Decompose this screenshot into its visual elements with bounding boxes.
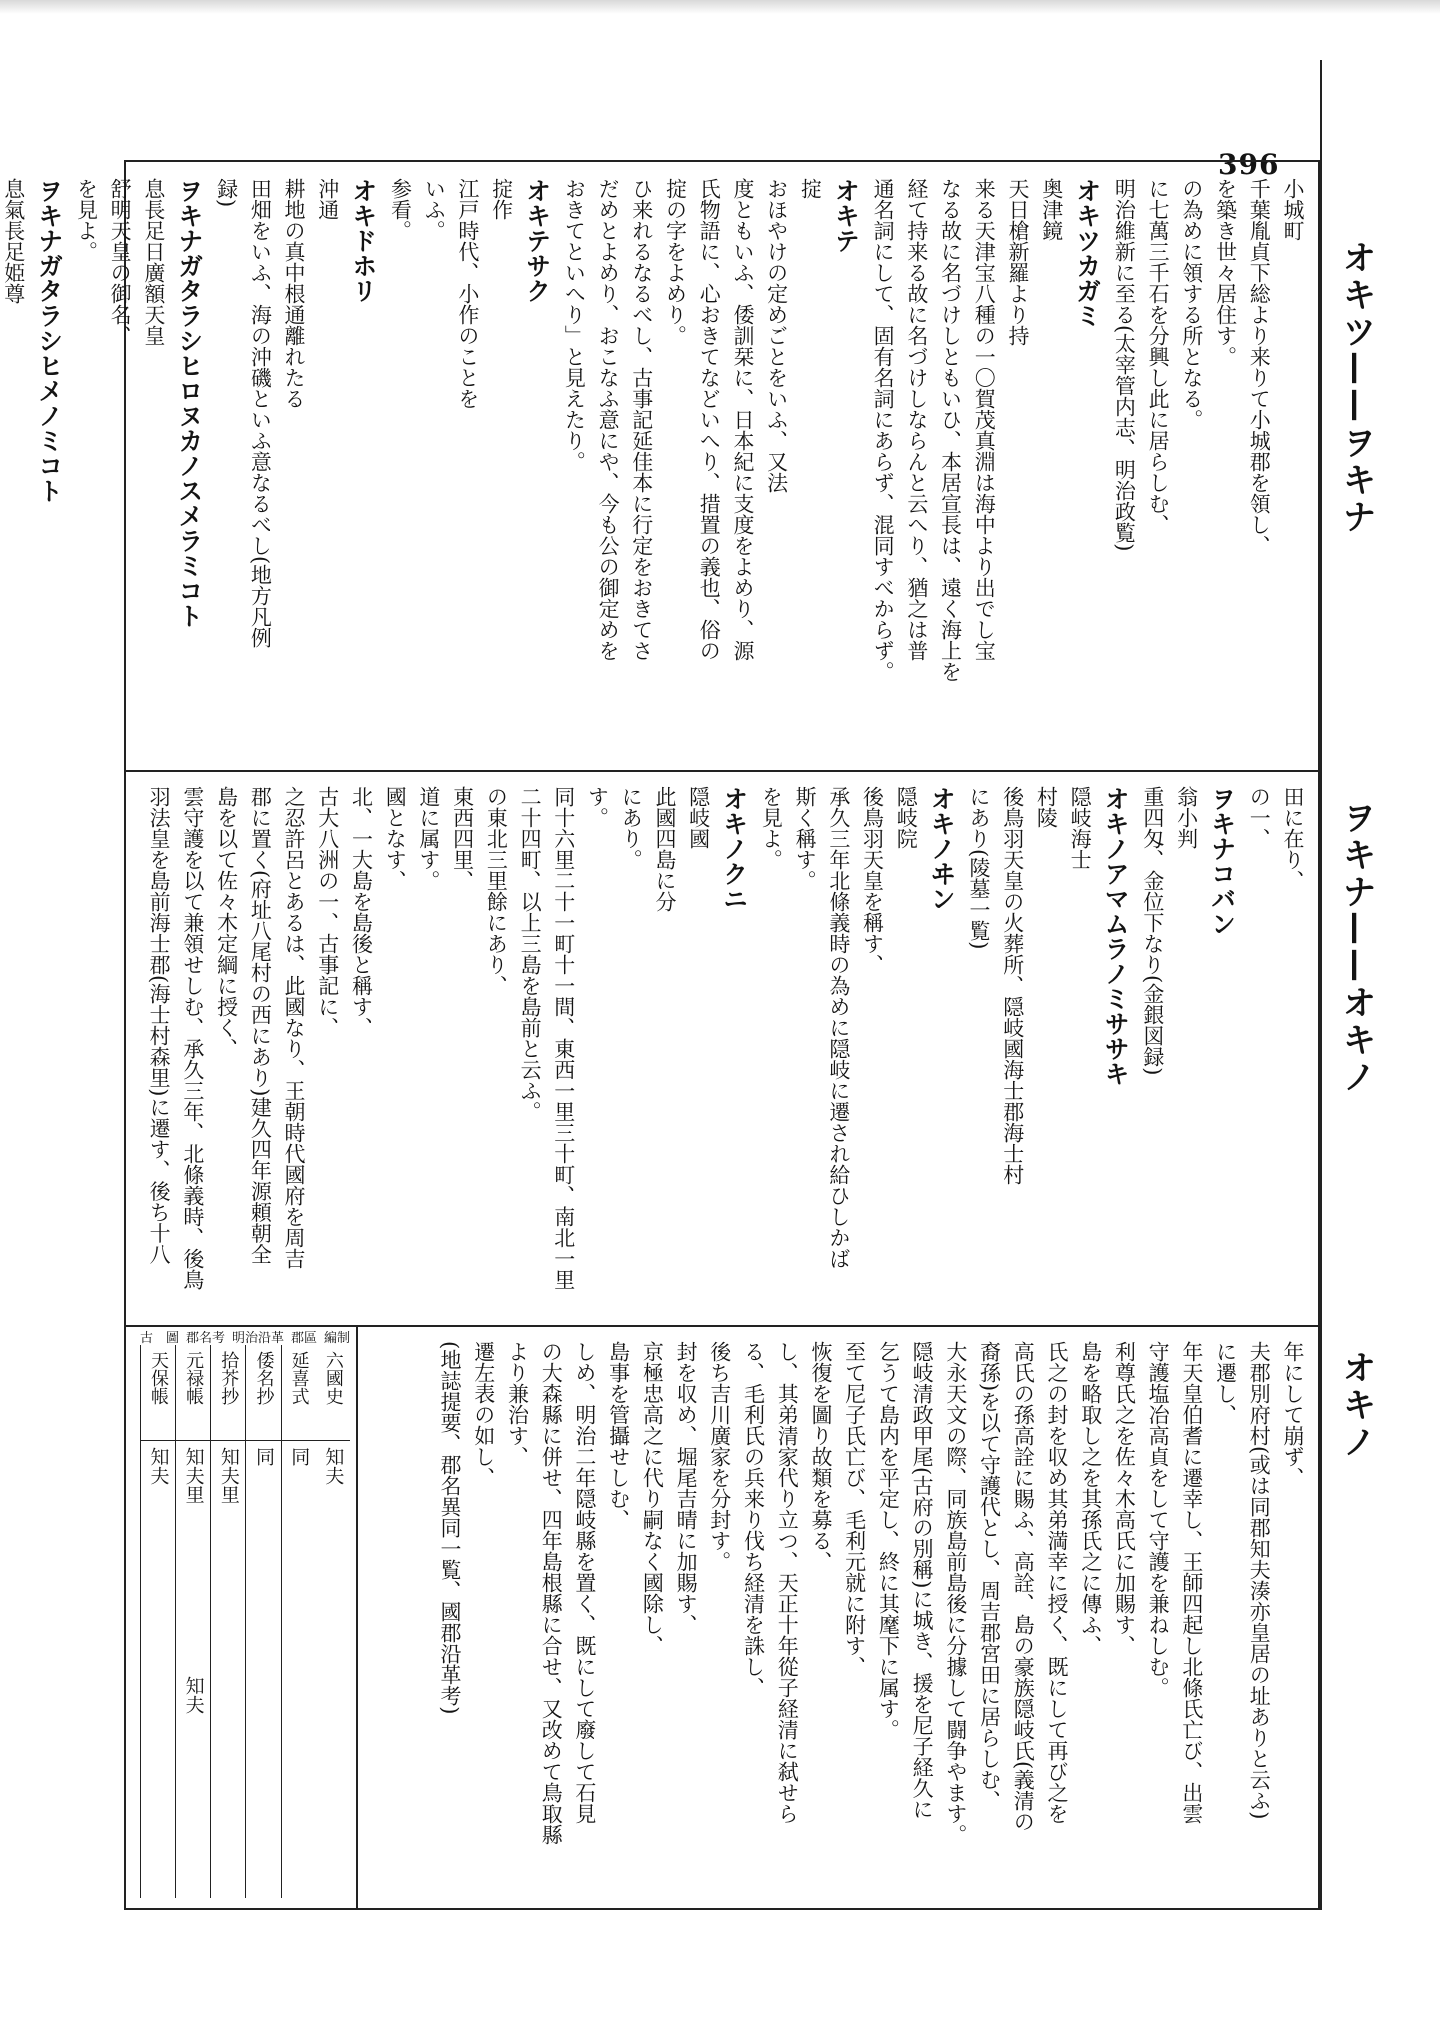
running-head-middle: ヲキナ——オキノ — [1336, 800, 1376, 1096]
body-line: に遷し、 — [1213, 1341, 1238, 1425]
entry-heading: オキノクニ — [719, 786, 749, 911]
body-line: を見よ。 — [759, 786, 784, 870]
body-line: 明治維新に至る(太宰管内志、明治政覧) — [1112, 178, 1137, 552]
entry-heading: ヲキナコバン — [1207, 786, 1237, 936]
body-line: 年にして崩ず、 — [1281, 1341, 1305, 1488]
body-line: 氏之の封を収め其弟満幸に授く、既にして再び之を — [1044, 1341, 1069, 1824]
entry-reading: 息氣長足姫尊 — [1, 178, 26, 304]
body-line: だめとよめり、おこなふ意にや、今も公の御定めを — [596, 178, 621, 661]
body-line: 之忍許呂とあるは、此國なり、王朝時代國府を周吉 — [282, 786, 307, 1269]
dictionary-entry — [1138, 786, 1238, 1075]
entry-reading: 隠岐國 — [686, 786, 711, 849]
table-caption-part: 古 圖 — [140, 1331, 180, 1346]
band-divider-upper — [124, 770, 1320, 772]
body-line: より兼治す、 — [505, 1341, 530, 1467]
entry-reading: 翁小判 — [1174, 786, 1199, 849]
body-line: 高氏の孫高詮に賜ふ、高詮、島の豪族隠岐氏(義清の — [1011, 1341, 1036, 1833]
body-line: 田に在り、 — [1281, 786, 1305, 891]
table-cell: 知夫里 — [182, 1447, 205, 1504]
entry-heading: ヲキナガタラシヒメノミコト — [34, 178, 64, 503]
dictionary-entry — [560, 178, 863, 661]
table-cell: 知夫 — [182, 1675, 205, 1714]
body-line: の東北三里餘にあり、 — [484, 786, 509, 996]
body-line: 郡に置く(府址八尾村の西にあり)建久四年源頼朝全 — [248, 786, 273, 1265]
body-line: 耕地の真中根通離れたる — [282, 178, 307, 409]
table-caption-part: 明治沿革 — [231, 1331, 284, 1346]
body-line: しめ、明治二年隠岐縣を置く、既にして廢して石見 — [572, 1341, 597, 1824]
body-line: 島を以て佐々木定綱に授く、 — [214, 786, 239, 1059]
body-line: 斯く稱す。 — [793, 786, 818, 891]
body-line: 後ち吉川廣家を分封す。 — [707, 1341, 732, 1572]
entry-heading: オキドホリ — [348, 178, 378, 303]
body-line: 度ともいふ、倭訓栞に、日本紀に支度をよめり、源 — [730, 178, 755, 661]
lower-band — [364, 1341, 1306, 1901]
page-number: 396 — [1218, 148, 1280, 181]
body-line: にあり(陵墓一覧) — [966, 786, 991, 950]
body-line: なる故に名づけしともいひ、本居宣長は、遠く海上を — [938, 178, 963, 682]
dictionary-entry — [0, 178, 66, 503]
entry-heading: オキノヰン — [927, 786, 957, 911]
body-line: 北、一大島を島後と稱す、 — [349, 786, 374, 1038]
body-line: し、其弟清家代り立つ、天正十年從子経清に弑せら — [775, 1341, 800, 1824]
table-cell: 知夫里 — [217, 1447, 240, 1504]
body-line: 隠岐清政甲尾(古府の別稱)に城き、援を尼子経久に — [910, 1341, 935, 1820]
body-line: 承久三年北條義時の為めに隠岐に遷され給ひしかば — [826, 786, 851, 1269]
body-line: 経て持来る故に名づけしならんと云へり、猶之は普 — [904, 178, 929, 661]
table-header-cell: 延喜式 — [282, 1345, 316, 1441]
running-head-guide-line — [1320, 60, 1322, 1910]
body-line: 村陵 — [1034, 786, 1059, 828]
body-line: 夫郡別府村(或は同郡知夫湊亦皇居の址ありと云ふ) — [1247, 1341, 1272, 1820]
table-column — [245, 1345, 280, 1898]
entry-heading: オキツカガミ — [1072, 178, 1102, 328]
body-line: 氏物語に、心おきてなどいへり、措置の義也、俗の — [697, 178, 722, 661]
body-line: の一、 — [1247, 786, 1272, 849]
body-line: 雲守護を以て兼領せしむ、承久三年、北條義時、後鳥 — [180, 786, 205, 1290]
body-line: 利尊氏之を佐々木高氏に加賜す、 — [1112, 1341, 1137, 1656]
body-line: を築き世々居住す。 — [1213, 178, 1238, 367]
continuation-text — [1245, 786, 1306, 891]
body-line: おきてといへり」と見えたり。 — [562, 178, 587, 472]
entry-heading: オキノアマムラノミササキ — [1101, 786, 1131, 1086]
scan-edge — [0, 0, 1440, 14]
body-line: (地誌提要、郡名異同一覧、國郡沿革考) — [438, 1341, 463, 1715]
body-line: 封を収め、堀尾吉晴に加賜す、 — [674, 1341, 699, 1635]
body-line: 後鳥羽天皇の火葬所、隠岐國海士郡海士村 — [1000, 786, 1025, 1185]
body-line: 羽法皇を島前海士郡(海士村森里)に遷す、後ち十八 — [147, 786, 172, 1265]
body-line: に七萬三千石を分興し此に居らしむ、 — [1146, 178, 1171, 535]
table-cell: 知夫 — [322, 1447, 345, 1485]
continuation-text — [435, 1341, 1306, 1845]
body-line: 乞うて島内を平定し、終に其麾下に属す。 — [876, 1341, 901, 1740]
entry-reading: 掟作 — [489, 178, 514, 220]
table-caption-part: 郡區 — [290, 1331, 317, 1346]
body-line: 田畑をいふ、海の沖磯といふ意なるべし(地方凡例 — [248, 178, 273, 649]
body-line: おほやけの定めごとをいふ、又法 — [764, 178, 789, 493]
dictionary-entry — [212, 178, 380, 648]
body-line: 島を略取し之を其孫氏之に傳ふ、 — [1078, 1341, 1103, 1656]
body-line: 参看。 — [388, 178, 413, 241]
body-line: 録) — [214, 178, 239, 208]
body-line: す。 — [585, 786, 610, 828]
body-line: 島事を管攝せしむ、 — [606, 1341, 631, 1530]
table-header-cell: 倭名抄 — [246, 1345, 280, 1441]
entry-heading: ヲキナガタラシヒロヌカノスメラミコト — [174, 178, 204, 628]
body-line: 掟の字をよめり。 — [663, 178, 688, 346]
table-header-cell: 拾芥抄 — [211, 1345, 245, 1441]
entry-heading: オキテ — [831, 178, 861, 253]
body-line: 江戸時代、小作のことを — [455, 178, 480, 409]
dictionary-entry — [386, 178, 554, 409]
body-line: の為めに領する所となる。 — [1179, 178, 1204, 430]
table-column — [316, 1345, 350, 1898]
body-line: 東西四里、 — [450, 786, 475, 891]
body-line: 天日槍新羅より持 — [1005, 178, 1030, 346]
table-header-cell: 天保帳 — [141, 1345, 175, 1441]
table-caption — [140, 1327, 350, 1346]
body-line: 小城町 — [1281, 178, 1305, 241]
middle-band — [140, 786, 1306, 1314]
body-line: 千葉胤貞下総より来りて小城郡を領し、 — [1247, 178, 1272, 556]
body-line: いふ。 — [422, 178, 447, 241]
dictionary-entry — [868, 178, 1103, 682]
body-line: 舒明天皇の御名、 — [108, 178, 133, 346]
body-line: の大森縣に併せ、四年島根縣に合せ、又改めて鳥取縣 — [539, 1341, 564, 1845]
entry-reading: 隠岐院 — [894, 786, 919, 849]
table-caption-part: 編制 — [323, 1331, 350, 1346]
table-column — [140, 1345, 175, 1898]
dictionary-entry — [757, 786, 959, 1269]
body-line: 此國四島に分 — [652, 786, 677, 912]
entry-reading: 隠岐海士 — [1068, 786, 1093, 870]
table-header-cell: 元禄帳 — [176, 1345, 210, 1441]
body-line: ひ来れるなるべし、古事記延佳本に行定をおきてさ — [629, 178, 654, 661]
table-column — [210, 1345, 245, 1898]
entry-reading: 掟 — [798, 178, 823, 199]
body-line: 至て尼子氏亡び、毛利元就に附す、 — [842, 1341, 867, 1677]
dictionary-entry — [72, 178, 206, 628]
entry-heading: オキテサク — [522, 178, 552, 303]
entry-reading: 沖通 — [315, 178, 340, 220]
body-line: 重四匁、金位下なり(金銀図録) — [1140, 786, 1165, 1076]
body-line: 守護塩冶高貞をして守護を兼ねしむ。 — [1146, 1341, 1171, 1698]
body-line: を見よ。 — [74, 178, 99, 262]
running-head-top: オキツ——ヲキナ — [1336, 240, 1376, 536]
table-cell: 同 — [253, 1447, 276, 1466]
dictionary-entry — [964, 786, 1132, 1185]
body-line: 京極忠高之に代り嗣なく國除し、 — [640, 1341, 665, 1656]
upper-band — [1, 178, 1306, 758]
entry-reading: 奥津鏡 — [1039, 178, 1064, 241]
body-line: 道に属す。 — [416, 786, 441, 891]
body-line: 年天皇伯耆に遷幸し、王師四起し北條氏亡び、出雲 — [1179, 1341, 1204, 1824]
running-head-lower: オキノ — [1336, 1350, 1376, 1461]
body-line: 恢復を圖り故類を募る、 — [808, 1341, 833, 1572]
body-line: 古大八洲の一、古事記に、 — [315, 786, 340, 1038]
table-column — [281, 1345, 316, 1898]
body-line: 二十四町、以上三島を島前と云ふ。 — [518, 786, 543, 1122]
body-line: 大永天文の際、同族島前島後に分據して闘争やます。 — [943, 1341, 968, 1845]
dictionary-entry — [144, 786, 750, 1290]
body-line: 裔孫)を以て守護代とし、周吉郡宮田に居らしむ、 — [977, 1341, 1002, 1812]
table-cell: 同 — [288, 1447, 311, 1466]
body-line: 来る天津宝八種の一〇賀茂真淵は海中より出でし宝 — [972, 178, 997, 661]
body-line: 後鳥羽天皇を稱す、 — [860, 786, 885, 975]
body-line: る、毛利氏の兵来り伐ち経清を誅し、 — [741, 1341, 766, 1698]
body-line: にあり。 — [619, 786, 644, 870]
body-line: 遷左表の如し、 — [471, 1341, 496, 1488]
boundary-table — [140, 1345, 350, 1898]
table-caption-part: 郡名考 — [185, 1331, 225, 1346]
table-column — [175, 1345, 210, 1898]
body-line: 國となす、 — [383, 786, 408, 891]
body-line: 同十六里二十一町十一間、東西一里三十町、南北一里 — [551, 786, 576, 1290]
table-divider — [356, 1325, 358, 1910]
table-cell: 知夫 — [147, 1447, 170, 1485]
entry-reading: 息長足日廣額天皇 — [141, 178, 166, 346]
table-header-cell: 六國史 — [316, 1345, 350, 1441]
continuation-text — [1110, 178, 1306, 556]
body-line: 通名詞にして、固有名詞にあらず、混同すべからず。 — [871, 178, 896, 682]
